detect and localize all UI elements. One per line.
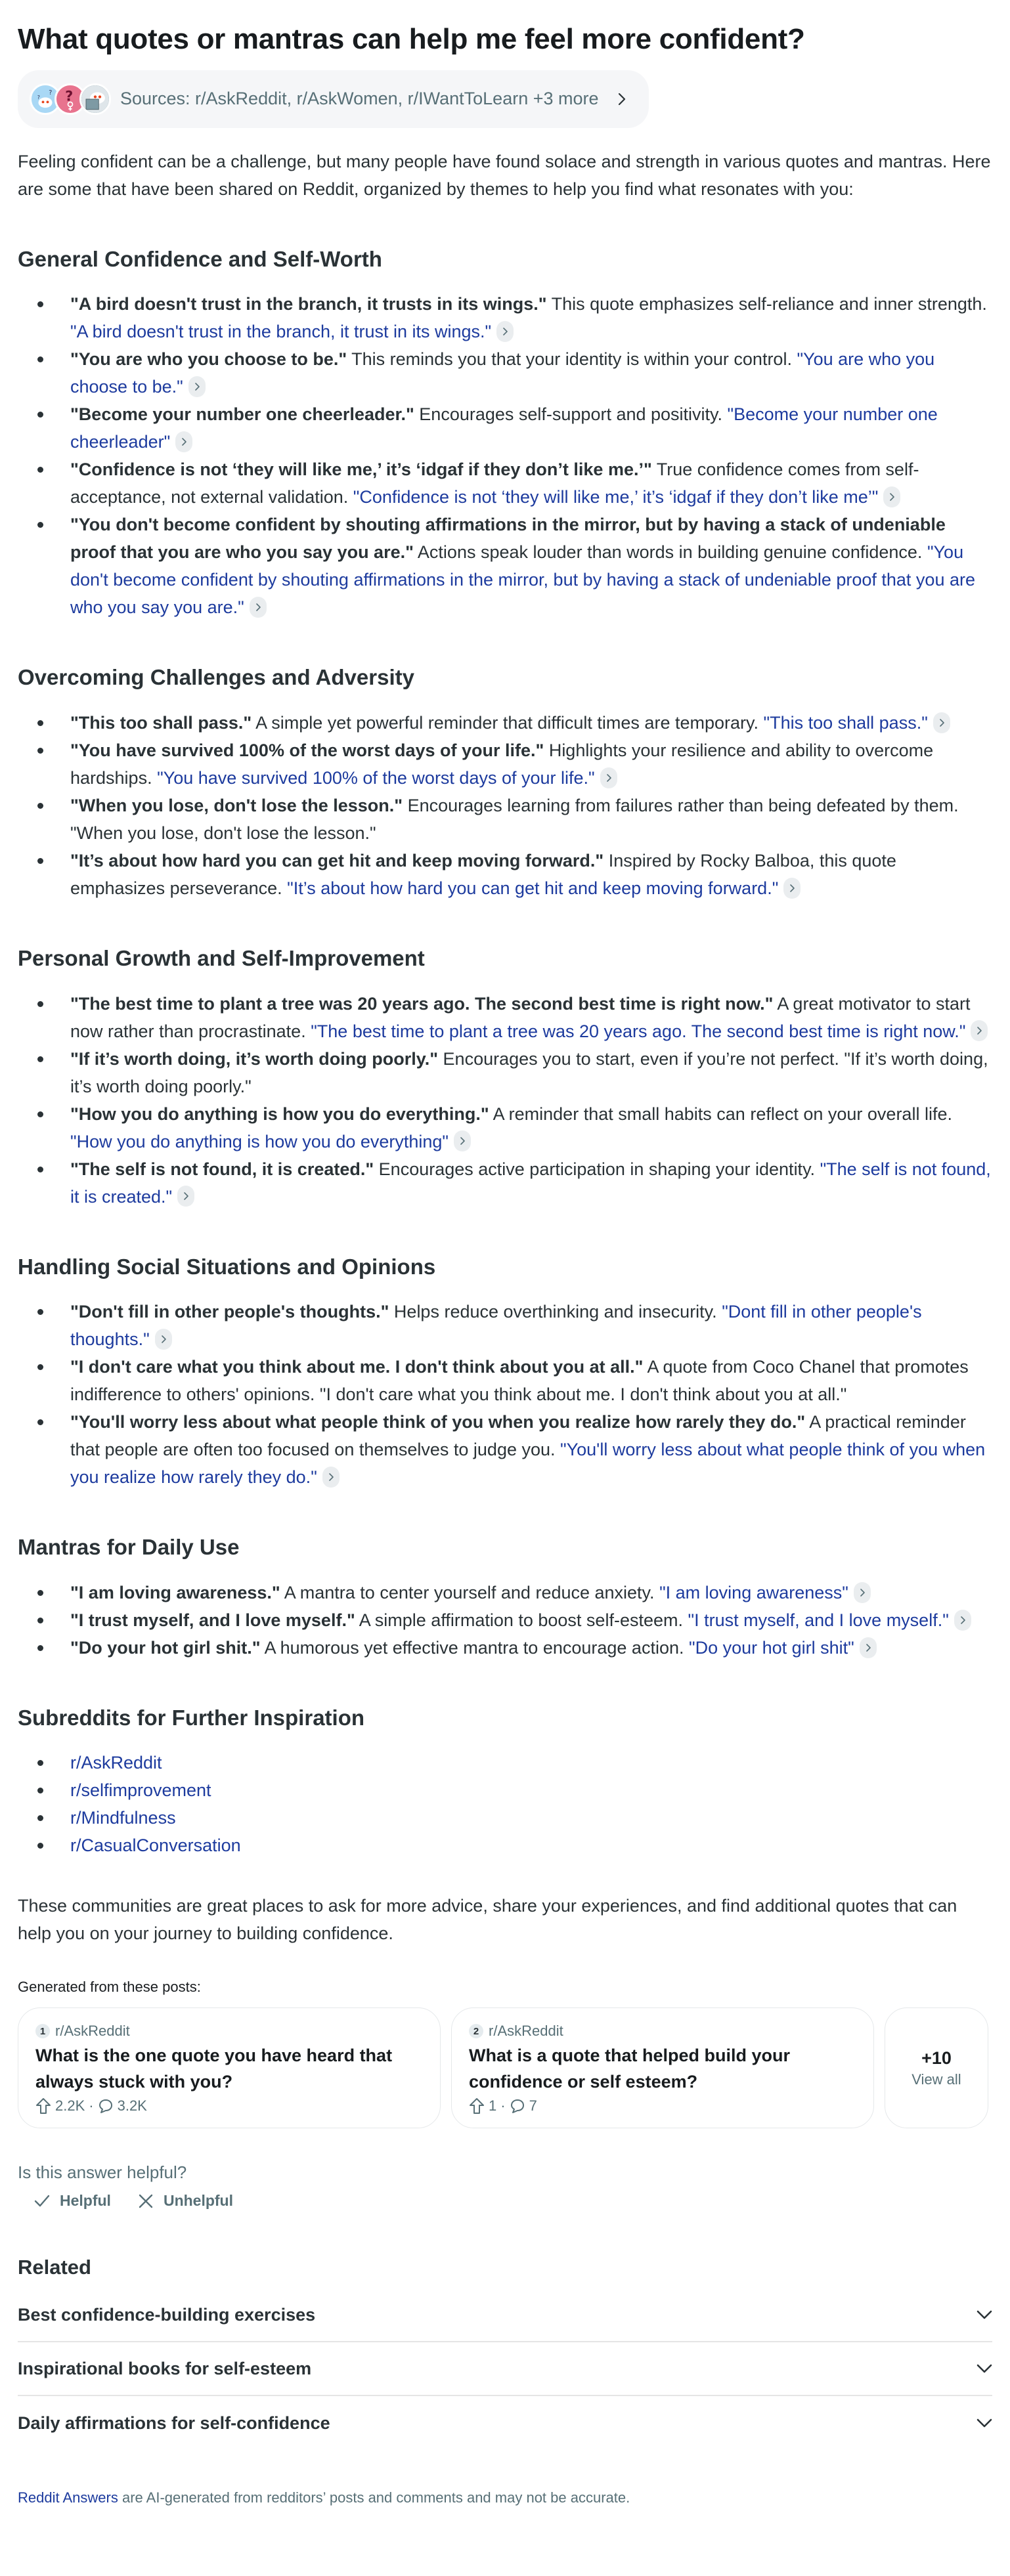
comment-count: 3.2K [117, 2097, 147, 2114]
citation-chevron-icon[interactable] [600, 767, 617, 788]
view-all-posts-button[interactable] [885, 2007, 988, 2128]
subreddit-item [70, 1832, 992, 1859]
disclaimer-text: are AI-generated from redditors’ posts and comments and may not be accurate. [118, 2489, 630, 2506]
quote-repeat: "I don't care what you think about me. I don't think about you at all." [319, 1385, 847, 1405]
post-number-badge: 1 [35, 2024, 50, 2038]
quote-text: "How you do anything is how you do everything." [70, 1104, 489, 1124]
comment-icon [510, 2097, 525, 2114]
quote-text: "I don't care what you think about me. I don't think about you at all." [70, 1357, 644, 1377]
post-title: What is the one quote you have heard that always stuck with you? [35, 2046, 393, 2092]
quote-source-link[interactable]: "Become your number one cheerleader" [70, 404, 938, 452]
quote-item [70, 290, 992, 345]
chevron-down-icon [977, 2364, 992, 2373]
quote-source-link[interactable]: "A bird doesn't trust in the branch, it trust in its wings." [70, 322, 492, 342]
quote-source-link[interactable]: "You are who you choose to be." [70, 349, 935, 397]
quote-source-link[interactable]: "The best time to plant a tree was 20 years ago. The second best time is right now." [311, 1021, 966, 1041]
svg-text:?: ? [37, 94, 40, 100]
reddit-answers-link[interactable]: Reddit Answers [18, 2489, 118, 2506]
section-heading: General Confidence and Self-Worth [18, 246, 382, 271]
related-label: Best confidence-building exercises [18, 2304, 316, 2325]
quote-source-link[interactable]: "You'll worry less about what people think of you when you realize how rarely they do." [70, 1440, 986, 1488]
quote-list [18, 1579, 992, 1662]
quote-text: "It’s about how hard you can get hit and keep moving forward." [70, 850, 604, 870]
quote-text: "You are who you choose to be." [70, 349, 347, 370]
intro-paragraph: Feeling confident can be a challenge, but many people have found solace and strength in various quotes and mantras. Here are some that have been shared on Reddit, organized by themes to help you find what resonates with you: [18, 151, 991, 199]
answer-sections [18, 246, 992, 1662]
quote-text: "The self is not found, it is created." [70, 1159, 374, 1179]
quote-repeat: "If it’s worth doing, it’s worth doing poorly." [70, 1048, 988, 1096]
quote-text: "A bird doesn't trust in the branch, it trusts in its wings." [70, 294, 547, 314]
quote-item [70, 511, 992, 621]
quote-item [70, 1100, 992, 1155]
quote-item [70, 792, 992, 847]
citation-chevron-icon[interactable] [175, 431, 192, 452]
separator-dot: · [500, 2097, 506, 2114]
quote-description: A reminder that small habits can reflect on your overall life. [489, 1104, 952, 1124]
quote-text: "You have survived 100% of the worst days of your life." [70, 740, 544, 760]
related-label: Daily affirmations for self-confidence [18, 2413, 330, 2433]
quote-source-link[interactable]: "I trust myself, and I love myself." [688, 1610, 949, 1630]
quote-source-link[interactable]: "Do your hot girl shit" [688, 1637, 854, 1658]
quote-item [70, 1155, 992, 1211]
upvote-count: 2.2K [55, 2097, 85, 2114]
quote-description: A simple affirmation to boost self-esteem. [355, 1610, 688, 1630]
sources-button[interactable] [18, 70, 649, 128]
citation-chevron-icon[interactable] [883, 486, 900, 507]
citation-chevron-icon[interactable] [322, 1467, 340, 1488]
quote-item [70, 709, 992, 737]
post-meta [469, 2023, 856, 2040]
quote-description: Actions speak louder than words in building genuine confidence. [413, 542, 927, 563]
view-all-label: View all [911, 2071, 961, 2088]
section-heading: Mantras for Daily Use [18, 1535, 240, 1560]
quote-description: True confidence comes from self-acceptance, not external validation. [70, 460, 919, 507]
closing-paragraph: These communities are great places to ask for more advice, share your experiences, and find additional quotes that can help you on your journey to building confidence. [18, 1896, 957, 1944]
citation-chevron-icon[interactable] [496, 321, 514, 342]
quote-source-link[interactable]: "You have survived 100% of the worst days of your life." [157, 767, 595, 788]
quote-text: "Do your hot girl shit." [70, 1637, 261, 1658]
section-heading: Overcoming Challenges and Adversity [18, 665, 414, 690]
post-stats [469, 2097, 856, 2114]
quote-item [70, 1634, 992, 1662]
quote-description: Helps reduce overthinking and insecurity. [389, 1302, 722, 1322]
subreddit-item [70, 1776, 992, 1804]
quote-item [70, 847, 992, 902]
quote-item [70, 1408, 992, 1491]
citation-chevron-icon[interactable] [188, 376, 206, 397]
more-posts-count: +10 [921, 2048, 952, 2068]
subreddit-link[interactable]: r/AskReddit [70, 1753, 162, 1773]
quote-source-link[interactable]: "This too shall pass." [763, 712, 928, 733]
subreddit-link[interactable]: r/selfimprovement [70, 1780, 211, 1801]
comment-icon [98, 2097, 114, 2114]
comment-count: 7 [529, 2097, 537, 2114]
citation-chevron-icon[interactable] [155, 1329, 172, 1350]
source-avatars [30, 83, 111, 115]
quote-item [70, 1045, 992, 1100]
quote-repeat: "When you lose, don't lose the lesson." [70, 823, 376, 843]
quote-text: "I trust myself, and I love myself." [70, 1610, 355, 1630]
disclaimer [18, 2489, 992, 2506]
checkmark-icon [33, 2193, 51, 2210]
quote-description: A mantra to center yourself and reduce anxiety. [280, 1582, 660, 1602]
source-post-card[interactable] [451, 2007, 874, 2128]
related-item[interactable] [18, 2396, 992, 2450]
citation-chevron-icon[interactable] [783, 878, 801, 899]
quote-list [18, 290, 992, 621]
iwanttolearn-avatar [79, 83, 111, 115]
quote-source-link[interactable]: "I am loving awareness" [659, 1582, 848, 1602]
related-label: Inspirational books for self-esteem [18, 2358, 312, 2378]
citation-chevron-icon[interactable] [971, 1020, 988, 1041]
subreddits-heading: Subreddits for Further Inspiration [18, 1705, 365, 1730]
svg-text:?: ? [49, 89, 53, 97]
chevron-right-icon [615, 92, 629, 106]
chevron-down-icon [977, 2310, 992, 2319]
quote-text: "When you lose, don't lose the lesson." [70, 795, 403, 815]
quote-text: "The best time to plant a tree was 20 years ago. The second best time is right now." [70, 993, 774, 1014]
feedback-buttons [18, 2192, 992, 2210]
svg-text:?: ? [65, 88, 74, 104]
quote-description: Encourages learning from failures rather than being defeated by them. [403, 795, 959, 815]
citation-chevron-icon[interactable] [860, 1637, 877, 1658]
post-subreddit: r/AskReddit [55, 2023, 130, 2040]
section-heading: Personal Growth and Self-Improvement [18, 945, 425, 970]
citation-chevron-icon[interactable] [933, 712, 950, 733]
section-heading: Handling Social Situations and Opinions [18, 1254, 436, 1279]
quote-item [70, 1606, 992, 1634]
quote-description: Encourages you to start, even if you’re not perfect. [438, 1048, 845, 1069]
feedback-question: Is this answer helpful? [18, 2162, 187, 2183]
citation-chevron-icon[interactable] [177, 1186, 194, 1207]
subreddit-link[interactable]: r/Mindfulness [70, 1808, 176, 1828]
quote-text: "Confidence is not ‘they will like me,’ it’s ‘idgaf if they don’t like me.’" [70, 460, 652, 480]
unhelpful-button[interactable] [137, 2192, 233, 2210]
chevron-down-icon [977, 2418, 992, 2428]
quote-list [18, 709, 992, 902]
upvote-icon [35, 2097, 51, 2114]
related-item[interactable] [18, 2342, 992, 2396]
quote-text: "This too shall pass." [70, 712, 252, 733]
post-meta [35, 2023, 423, 2040]
post-title: What is a quote that helped build your confidence or self esteem? [469, 2046, 791, 2092]
generated-label: Generated from these posts: [18, 1979, 201, 1996]
quote-source-link[interactable]: "It’s about how hard you can get hit and keep moving forward." [287, 878, 779, 898]
helpful-button[interactable] [33, 2192, 111, 2210]
subreddit-link[interactable]: r/CasualConversation [70, 1835, 241, 1856]
related-heading: Related [18, 2256, 91, 2279]
quote-description: This reminds you that your identity is within your control. [347, 349, 797, 370]
post-stats [35, 2097, 423, 2114]
quote-item [70, 1353, 992, 1408]
sources-label: Sources: r/AskReddit, r/AskWomen, r/IWantToLearn +3 more [120, 89, 599, 109]
helpful-label: Helpful [60, 2192, 111, 2210]
quote-source-link[interactable]: "Dont fill in other people's thoughts." [70, 1302, 922, 1350]
source-posts [18, 2007, 992, 2128]
quote-item [70, 990, 992, 1045]
citation-chevron-icon[interactable] [954, 1610, 971, 1631]
quote-list [18, 1298, 992, 1491]
quote-source-link[interactable]: "How you do anything is how you do everything" [70, 1131, 449, 1151]
upvote-icon [469, 2097, 485, 2114]
quote-description: A humorous yet effective mantra to encourage action. [260, 1637, 689, 1658]
quote-text: "Don't fill in other people's thoughts." [70, 1302, 389, 1322]
quote-description: Inspired by Rocky Balboa, this quote emphasizes perseverance. [70, 850, 896, 898]
quote-item [70, 456, 992, 511]
quote-text: "I am loving awareness." [70, 1582, 280, 1602]
quote-description: A practical reminder that people are often too focused on themselves to judge you. [70, 1412, 966, 1460]
quote-source-link[interactable]: "The self is not found, it is created." [70, 1159, 991, 1207]
unhelpful-label: Unhelpful [163, 2192, 233, 2210]
post-subreddit: r/AskReddit [489, 2023, 563, 2040]
quote-description: This quote emphasizes self-reliance and inner strength. [546, 294, 987, 314]
quote-text: "You don't become confident by shouting affirmations in the mirror, but by having a stack of undeniable proof that you are who you say you are." [70, 515, 946, 563]
quote-item [70, 737, 992, 792]
quote-description: Encourages active participation in shaping your identity. [374, 1159, 820, 1179]
quote-item [70, 1298, 992, 1353]
subreddit-item [70, 1749, 992, 1776]
quote-list [18, 990, 992, 1211]
upvote-count: 1 [489, 2097, 497, 2114]
quote-description: Highlights your resilience and ability to overcome hardships. [70, 740, 934, 788]
page-title: What quotes or mantras can help me feel more confident? [18, 23, 805, 55]
quote-description: Encourages self-support and positivity. [414, 404, 728, 425]
quote-text: "If it’s worth doing, it’s worth doing poorly." [70, 1048, 439, 1069]
quote-item [70, 345, 992, 400]
subreddit-list [18, 1749, 992, 1859]
quote-text: "Become your number one cheerleader." [70, 404, 414, 425]
related-item[interactable] [18, 2288, 992, 2342]
citation-chevron-icon[interactable] [454, 1130, 471, 1151]
related-list [18, 2288, 992, 2450]
quote-description: A great motivator to start now rather than procrastinate. [70, 993, 971, 1041]
subreddit-item [70, 1804, 992, 1832]
quote-source-link[interactable]: "You don't become confident by shouting affirmations in the mirror, but by having a stack of undeniable proof that you are who you say you are." [70, 542, 975, 618]
citation-chevron-icon[interactable] [854, 1582, 871, 1603]
quote-text: "You'll worry less about what people think of you when you realize how rarely they do." [70, 1412, 806, 1432]
close-icon [137, 2193, 154, 2210]
quote-source-link[interactable]: "Confidence is not ‘they will like me,’ it’s ‘idgaf if they don’t like me’" [353, 487, 879, 507]
quote-item [70, 400, 992, 456]
source-post-card[interactable] [18, 2007, 441, 2128]
post-number-badge: 2 [469, 2024, 483, 2038]
separator-dot: · [89, 2097, 94, 2114]
citation-chevron-icon[interactable] [250, 597, 267, 618]
quote-description: A simple yet powerful reminder that difficult times are temporary. [252, 712, 764, 733]
quote-item [70, 1579, 992, 1606]
quote-description: A quote from Coco Chanel that promotes indifference to others' opinions. [70, 1357, 969, 1405]
